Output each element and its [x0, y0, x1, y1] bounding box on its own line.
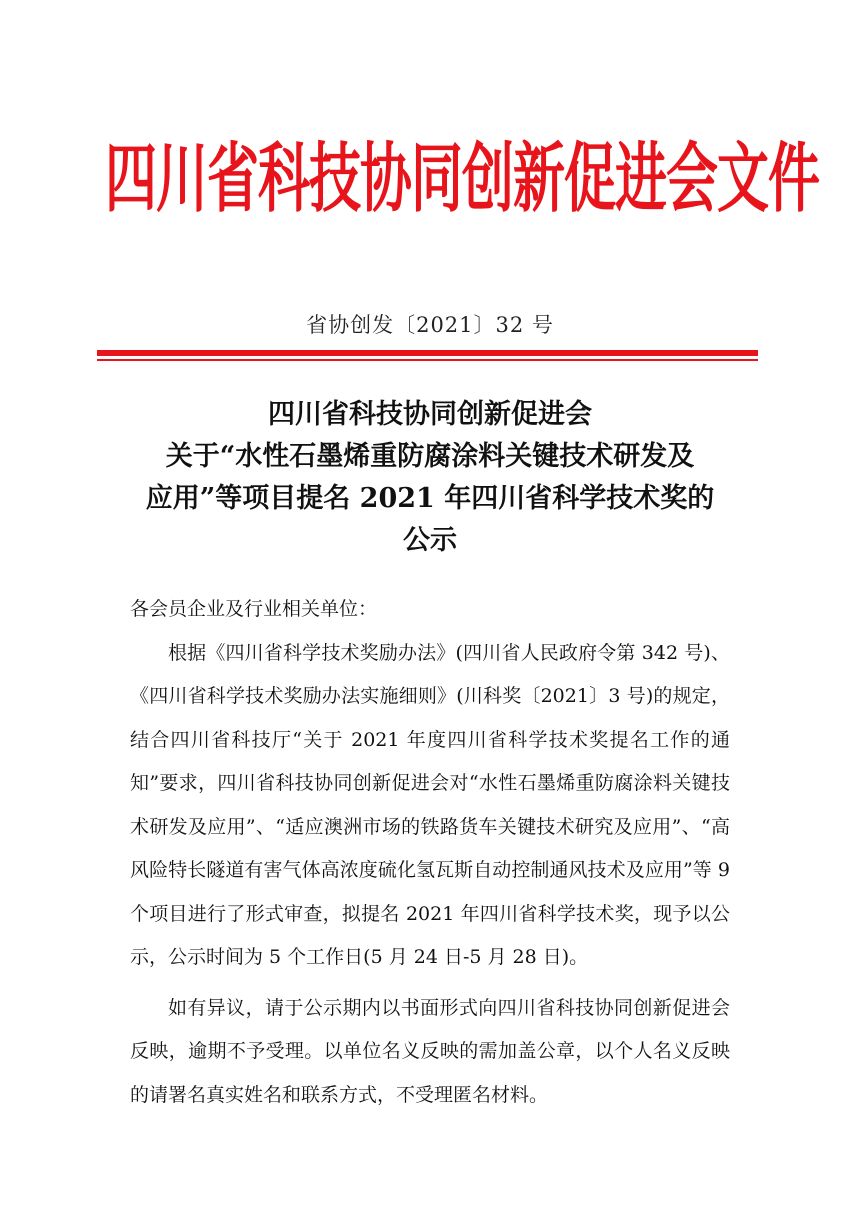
title-line-2: 关于“水性石墨烯重防腐涂料关键技术研发及 [165, 441, 695, 472]
title-line-3: 应用”等项目提名 2021 年四川省科学技术奖的 [145, 483, 715, 514]
title-line-4: 公示 [403, 525, 457, 556]
red-divider-thin [97, 359, 758, 361]
paragraph-1: 根据《四川省科学技术奖励办法》(四川省人民政府令第 342 号)、《四川省科学技术奖励办法实施细则》(川科奖〔2021〕3 号)的规定，结合四川省科技厅“关于 2021 年度四川省科学技术奖提名工作的通知”要求，四川省科技协同创新促进会对“水性石墨烯重防腐涂料关键技术研发及应用”、“适应澳洲市场的铁路货车关键技术研究及应用”、“高风险特长隧道有害气体高浓度硫化氢瓦斯自动控制通风技术及应用”等 9 个项目进行了形式审查，拟提名 2021 年四川省科学技术奖，现予以公示，公示时间为 5 个工作日(5 月 24 日-5 月 28 日)。 [130, 641, 730, 968]
salutation: 各会员企业及行业相关单位： [130, 598, 378, 620]
masthead-title: 四川省科技协同创新促进会文件 [105, 136, 820, 224]
title-line-1: 四川省科技协同创新促进会 [268, 399, 592, 430]
document-number: 省协创发〔2021〕32 号 [306, 313, 554, 337]
red-divider-thick [97, 350, 758, 356]
notice-body [130, 588, 730, 1124]
notice-title [110, 394, 750, 562]
paragraph-2: 如有异议，请于公示期内以书面形式向四川省科技协同创新促进会反映，逾期不予受理。以单位名义反映的需加盖公章，以个人名义反映的请署名真实姓名和联系方式，不受理匿名材料。 [130, 996, 730, 1106]
